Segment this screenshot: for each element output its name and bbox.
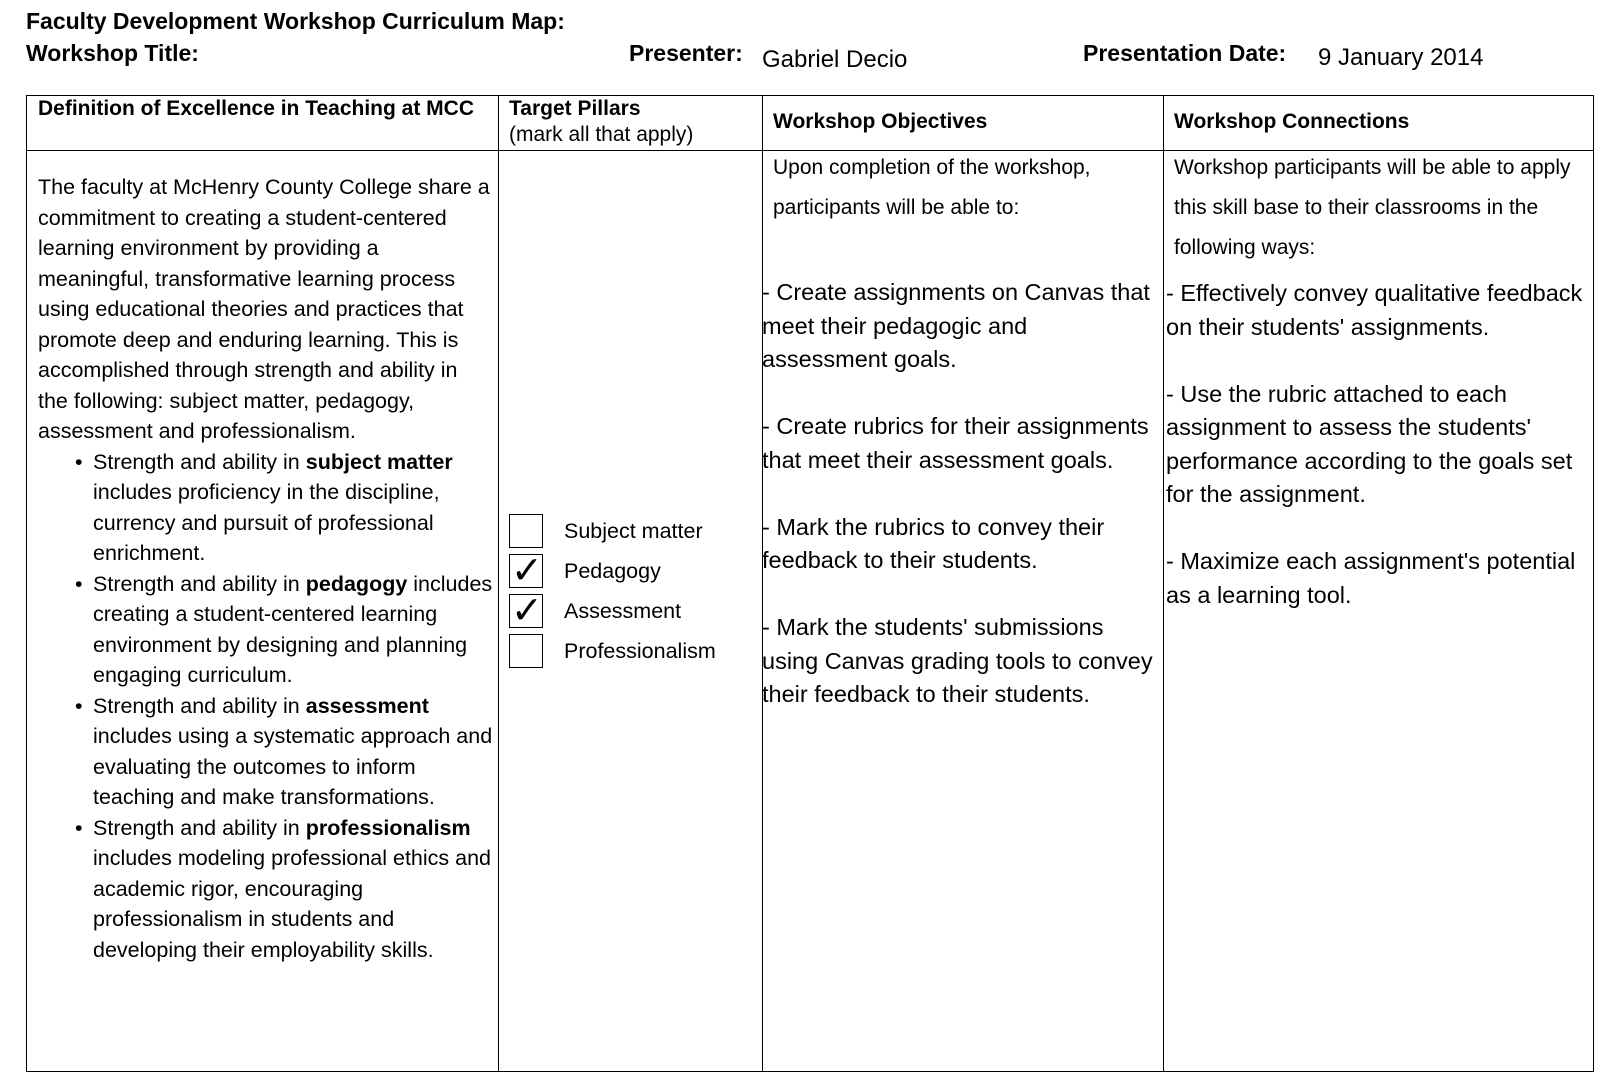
pillar-label: Pedagogy (564, 559, 661, 583)
objective-item: - Mark the students' submissions using Canvas grading tools to convey their feedback to their students. (762, 614, 1153, 707)
definition-bullet-assessment: • Strength and ability in assessment includes using a systematic approach and evaluating the outcomes to inform teaching and make transformations. (93, 691, 493, 813)
connections-intro: Workshop participants will be able to apply this skill base to their classrooms in the following ways: (1174, 156, 1571, 259)
objectives-intro: Upon completion of the workshop, participants will be able to: (773, 156, 1091, 219)
subject-matter-checkbox[interactable] (509, 514, 543, 548)
connection-item: - Effectively convey qualitative feedback on their students' assignments. (1166, 280, 1583, 340)
curriculum-map-table (26, 95, 1594, 1072)
definition-intro: The faculty at McHenry County College share a commitment to creating a student-centered learning environment by providing a meaningful, transformative learning process using educational theories and practices that promote deep and enduring learning. This is accomplished through strength and ability in the following: subject matter, pedagogy, assessment and professionalism. (38, 175, 490, 443)
column-divider (1163, 96, 1164, 1071)
objective-item: - Create assignments on Canvas that meet their pedagogic and assessment goals. (762, 279, 1150, 372)
pillars-header-subtitle: (mark all that apply) (509, 123, 694, 146)
definition-bullet-list (38, 447, 493, 966)
pillar-label: Professionalism (564, 639, 716, 663)
pedagogy-checkbox[interactable] (509, 548, 543, 592)
objectives-list (762, 276, 1157, 745)
definition-bullet-subject-matter: • Strength and ability in subject matter includes proficiency in the discipline, currency and pursuit of professional enrichment. (93, 447, 493, 569)
definition-bullet-professionalism: • Strength and ability in professionalism includes modeling professional ethics and academic rigor, encouraging professionalism in students and developing their employability skills. (93, 813, 493, 966)
connections-list (1166, 277, 1586, 646)
connection-item: - Maximize each assignment's potential as a learning tool. (1166, 548, 1576, 608)
objectives-column-header: Workshop Objectives (773, 110, 988, 133)
connection-item: - Use the rubric attached to each assignment to assess the students' performance according to the goals set for the assignment. (1166, 380, 1573, 507)
objective-item: - Mark the rubrics to convey their feedback to their students. (762, 513, 1105, 573)
objective-item: - Create rubrics for their assignments that meet their assessment goals. (762, 413, 1149, 473)
pillars-column-header (509, 96, 759, 148)
definition-body (38, 172, 493, 965)
definition-column-header: Definition of Excellence in Teaching at MCC (38, 97, 475, 120)
workshop-title-label: Workshop Title: (26, 40, 199, 66)
connections-column-header: Workshop Connections (1174, 110, 1410, 133)
presenter-label: Presenter: (629, 40, 743, 66)
presentation-date-label: Presentation Date: (1083, 40, 1287, 66)
pillars-header-title: Target Pillars (509, 97, 641, 120)
presentation-date-value: 9 January 2014 (1318, 44, 1484, 71)
column-divider (498, 96, 499, 1071)
definition-bullet-pedagogy: • Strength and ability in pedagogy includes creating a student-centered learning environment by designing and planning engaging curriculum. (93, 569, 493, 691)
checkmark-icon: ✓ (511, 548, 543, 592)
document-title: Faculty Development Workshop Curriculum Map: (26, 8, 565, 34)
presenter-value: Gabriel Decio (762, 46, 908, 73)
pillar-label: Assessment (564, 599, 682, 623)
assessment-checkbox[interactable] (509, 588, 543, 632)
professionalism-checkbox[interactable] (509, 634, 543, 668)
pillar-label: Subject matter (564, 519, 703, 543)
checkmark-icon: ✓ (511, 588, 543, 632)
